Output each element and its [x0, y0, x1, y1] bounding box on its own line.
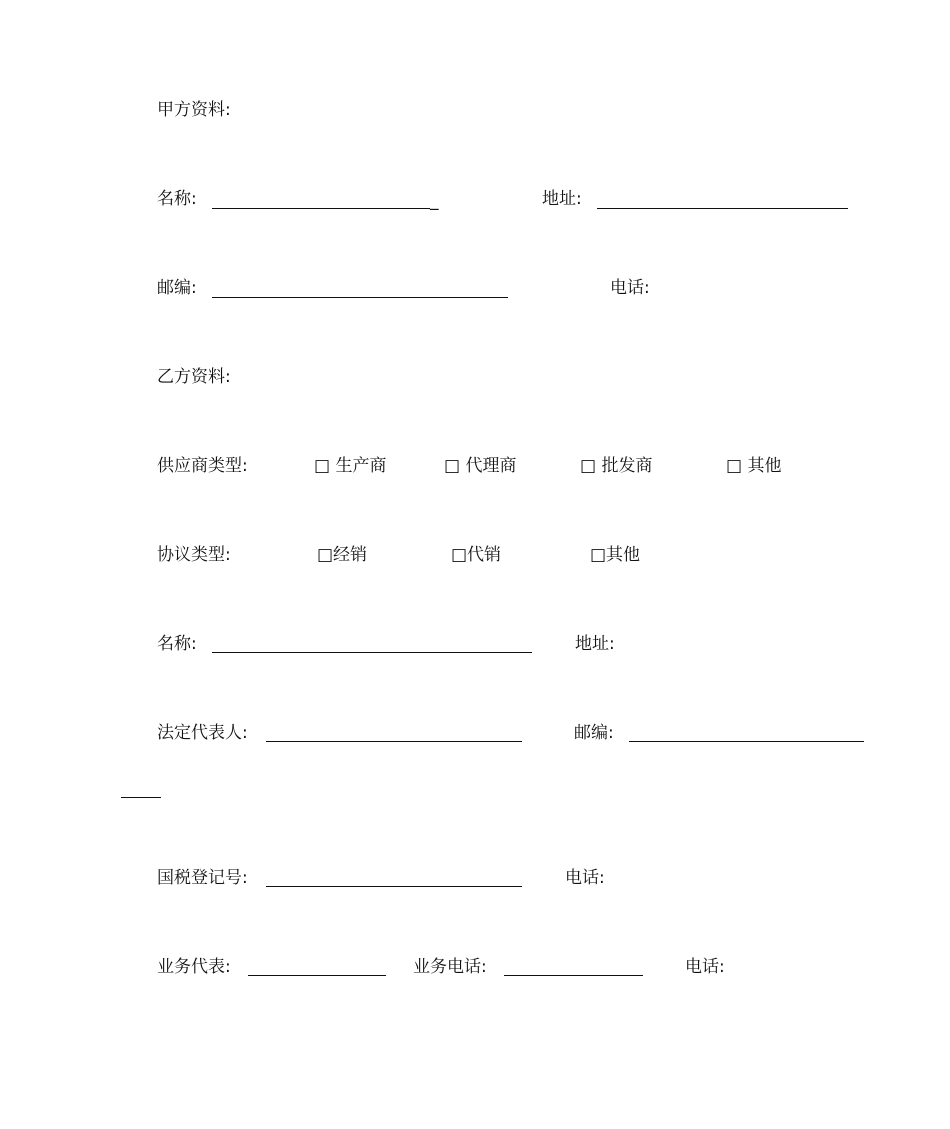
party-a-name-label: 名称: [157, 189, 197, 209]
agreement-type-label: 协议类型: [157, 545, 231, 565]
party-a-heading: 甲方资料: [157, 100, 231, 120]
tax-reg-label: 国税登记号: [157, 868, 248, 888]
legal-rep-label: 法定代表人: [157, 723, 248, 743]
party-b-name-field[interactable] [212, 652, 532, 653]
party-b-heading: 乙方资料: [157, 367, 231, 387]
party-a-name-tail: _ [430, 191, 439, 211]
party-a-postcode-label: 邮编: [157, 278, 197, 298]
party-a-phone-label: 电话: [610, 278, 650, 298]
agreement-type-option-other[interactable]: □其他 [590, 545, 641, 565]
party-b-address-label: 地址: [575, 634, 615, 654]
supplier-type-option-agent[interactable]: □ 代理商 [444, 456, 517, 476]
party-b-phone2-label: 电话: [685, 957, 725, 977]
party-a-name-field[interactable] [212, 208, 430, 209]
tax-reg-field[interactable] [266, 886, 522, 887]
supplier-type-label: 供应商类型: [157, 456, 248, 476]
party-b-phone-label: 电话: [565, 868, 605, 888]
party-b-postcode-label: 邮编: [574, 723, 614, 743]
sales-rep-field[interactable] [248, 975, 386, 976]
agreement-type-option-distribution[interactable]: □经销 [317, 545, 368, 565]
party-a-address-label: 地址: [542, 189, 582, 209]
supplier-type-option-other[interactable]: □ 其他 [726, 456, 782, 476]
party-b-name-label: 名称: [157, 634, 197, 654]
party-b-postcode-field-continuation[interactable] [121, 797, 161, 798]
party-b-postcode-field[interactable] [629, 741, 864, 742]
sales-phone-label: 业务电话: [413, 957, 487, 977]
legal-rep-field[interactable] [266, 741, 522, 742]
party-a-postcode-field[interactable] [212, 297, 508, 298]
party-a-address-field[interactable] [597, 208, 848, 209]
agreement-type-option-consignment[interactable]: □代销 [451, 545, 502, 565]
supplier-type-option-manufacturer[interactable]: □ 生产商 [314, 456, 387, 476]
supplier-type-option-wholesaler[interactable]: □ 批发商 [580, 456, 653, 476]
sales-phone-field[interactable] [504, 975, 643, 976]
sales-rep-label: 业务代表: [157, 957, 231, 977]
